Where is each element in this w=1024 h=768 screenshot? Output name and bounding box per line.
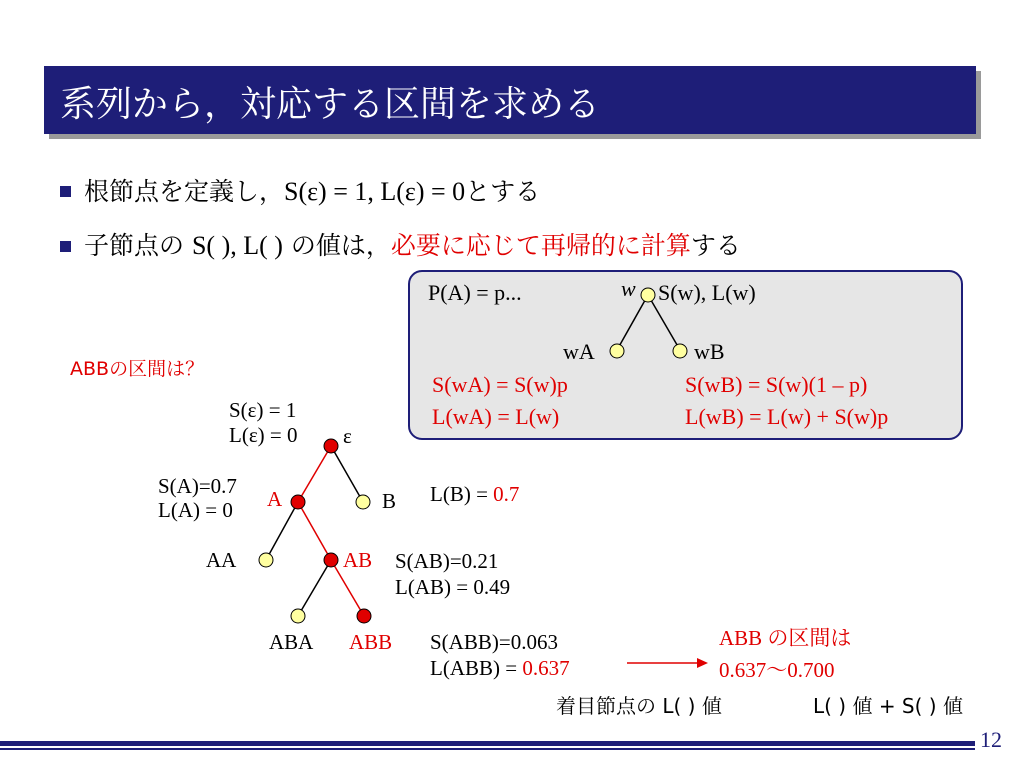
abb-l [430, 656, 570, 681]
box-root-label: S(w), L(w) [658, 280, 756, 305]
ab-l: L(AB) = 0.49 [395, 575, 511, 599]
bullet-2-highlight: 必要に応じて再帰的に計算 [390, 231, 691, 260]
box-child-b: wB [694, 339, 725, 364]
box-node-wa [610, 344, 624, 358]
root-l: L(ε) = 0 [229, 423, 298, 447]
box-s-wa: S(wA) = S(w)p [432, 372, 568, 397]
abb-s: S(ABB)=0.063 [430, 630, 558, 654]
bullet-1-text: 根節点を定義し， [84, 177, 285, 206]
a-l: L(A) = 0 [158, 498, 233, 522]
edge-a-ab [298, 502, 331, 560]
bullet-2-math: S( ), L( ) [191, 231, 283, 260]
lb-number: 0.7 [493, 482, 520, 506]
node-aba [291, 609, 305, 623]
caption-left: 着目節点の L( ) 値 [556, 694, 722, 718]
node-aba-label: ABA [269, 630, 314, 654]
box-l-wb: L(wB) = L(w) + S(w)p [685, 404, 889, 429]
box-edge-left [617, 295, 648, 350]
node-ab [324, 553, 338, 567]
result-title-text: ABB の区間は [719, 626, 852, 650]
node-ab-label: AB [343, 548, 373, 572]
ab-s: S(AB)=0.21 [395, 549, 499, 573]
result-title [719, 622, 851, 652]
box-node-w [641, 288, 655, 302]
node-b [356, 495, 370, 509]
box-s-wb: S(wB) = S(w)(1 – p) [685, 372, 868, 397]
root-symbol: ε [343, 424, 352, 448]
bullet-1-math: S(ε) = 1, L(ε) = 0 [284, 177, 466, 206]
node-aa-label: AA [206, 548, 237, 572]
abb-l-text: L(ABB) = [430, 656, 523, 680]
bullet-1-post: とする [465, 177, 541, 206]
edge-ab-aba [298, 560, 331, 616]
lb-text: L(B) = [430, 482, 494, 506]
edge-root-a [298, 446, 331, 502]
a-s: S(A)=0.7 [158, 474, 237, 498]
page-number: 12 [980, 727, 1002, 752]
box-root-w: w [621, 276, 636, 301]
footer-rule-thin [0, 748, 975, 750]
bullet-2-text: 子節点の [84, 231, 192, 260]
question-label: ABBの区間は？ [70, 358, 205, 380]
box-p-def [428, 280, 522, 306]
edge-root-b [331, 446, 363, 502]
caption-right: L( ) 値 + S( ) 値 [813, 694, 963, 718]
node-root [324, 439, 338, 453]
node-a [291, 495, 305, 509]
node-b-label: B [382, 489, 397, 513]
box-child-a: wA [563, 339, 595, 364]
footer-rule [0, 741, 975, 746]
node-aa [259, 553, 273, 567]
box-p-def-text: P(A) = p... [428, 280, 522, 305]
lb-value [430, 482, 519, 507]
result-arrow-head [697, 658, 708, 668]
bullet-2-mid: の値は， [282, 231, 391, 260]
slide-title: 系列から，対応する区間を求める [60, 84, 601, 125]
root-s: S(ε) = 1 [229, 398, 297, 422]
node-a-label: A [267, 487, 283, 511]
result-range: 0.637〜0.700 [719, 658, 835, 682]
node-abb [357, 609, 371, 623]
box-l-wa: L(wA) = L(w) [432, 404, 560, 429]
node-abb-label: ABB [349, 630, 393, 654]
bullet-2-post: する [690, 231, 741, 260]
abb-l-number: 0.637 [522, 656, 570, 680]
box-node-wb [673, 344, 687, 358]
